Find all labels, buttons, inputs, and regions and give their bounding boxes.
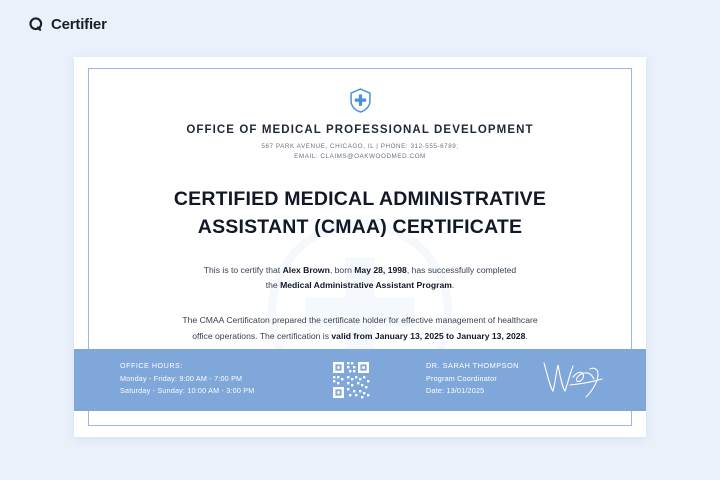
office-hours-title: OFFICE HOURS:: [120, 361, 183, 370]
program-name: Medical Administrative Assistant Program: [280, 280, 452, 291]
certifier-q-logo-icon: [28, 16, 45, 33]
signer-block: [426, 361, 519, 395]
paragraph2-line2-suffix: .: [525, 331, 528, 342]
paragraph2-line2-prefix: office operations. The certification is: [192, 331, 330, 342]
birth-date: May 28, 1998: [354, 265, 407, 276]
certificate-footer-band: [74, 349, 646, 411]
office-hours-weekday: Monday - Friday: 9:00 AM - 7:00 PM: [120, 374, 243, 383]
intro-suffix: , has successfully completed: [406, 265, 517, 276]
office-address: 567 PARK AVENUE, CHICAGO, IL | PHONE: 312-555-6789;: [261, 143, 459, 150]
signer-name: DR. SARAH THOMPSON: [426, 361, 519, 370]
office-hours-weekend: Saturday - Sunday: 10:00 AM - 3:00 PM: [120, 386, 255, 395]
recipient-name: Alex Brown: [282, 265, 330, 276]
handwritten-signature-icon: [540, 357, 606, 401]
signer-role: Program Coordinator: [426, 374, 497, 383]
medical-cross-circle-icon: [347, 87, 374, 114]
certificate-body-second: [118, 313, 602, 345]
intro-prefix: This is to certify that: [203, 265, 281, 276]
office-hours-block: [120, 361, 254, 398]
paragraph2-line1: The CMAA Certificaton prepared the certificate holder for effective management of healthcare: [182, 315, 538, 326]
office-name: OFFICE OF MEDICAL PROFESSIONAL DEVELOPMENT: [186, 124, 534, 136]
certificate-title: [118, 186, 602, 241]
program-prefix: the: [265, 280, 278, 291]
validity-period: valid from January 13, 2025 to January 13, 2028: [331, 331, 526, 342]
brand-name: Certifier: [51, 16, 107, 33]
signer-date: Date: 13/01/2025: [426, 386, 485, 395]
born-label: , born: [329, 265, 352, 276]
program-suffix: .: [451, 280, 455, 291]
qr-code-icon[interactable]: [332, 361, 370, 399]
certificate-title-line-1: CERTIFIED MEDICAL ADMINISTRATIVE: [173, 188, 547, 210]
office-email: EMAIL: CLAIMS@OAKWOODMED.COM: [294, 153, 426, 160]
certificate-body-first: [118, 263, 602, 293]
brand-header: [28, 16, 107, 33]
certificate-sheet: [74, 57, 646, 437]
certificate-title-line-2: ASSISTANT (CMAA) CERTIFICATE: [197, 215, 523, 238]
